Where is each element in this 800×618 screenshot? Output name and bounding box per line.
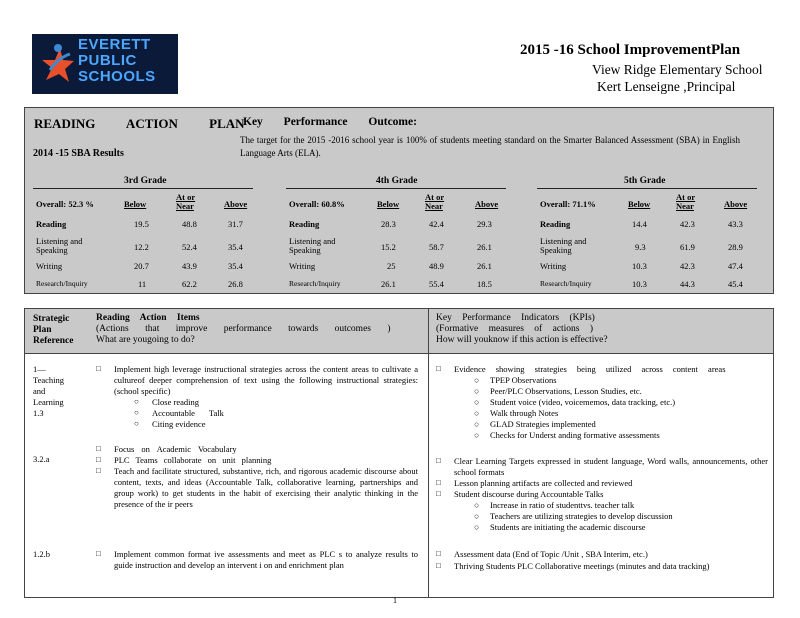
header-above: Above (475, 199, 499, 209)
table-row: Writing 20.7 43.9 35.4 (36, 261, 243, 271)
grade-5-title: 5th Grade (624, 176, 666, 186)
circle-bullet-icon: ○ (474, 430, 480, 440)
grade-3-table (36, 191, 256, 295)
bullet-icon: □ (96, 364, 101, 373)
overall-score: Overall: 71.1% (540, 199, 596, 209)
kpi-evidence-list: ○ TPEP Observations ○ Peer/PLC Observations, Lesson Studies, etc. ○ Student voice (video, voicememos, data tracking, etc.) ○ Walk through Notes ○ GLAD Strategies implemented ○ Checks for Underst anding formative assessments (474, 375, 676, 440)
kpi-assessment-data: Assessment data (End of Topic /Unit , SBA Interim, etc.) (454, 549, 648, 559)
header-at-or-near: At or Near (425, 192, 445, 211)
bullet-icon: □ (96, 549, 101, 558)
kpi-evidence: Evidence showing strategies being utilized across content areas (454, 364, 726, 374)
principal-name: Kert Lenseigne ,Principal (597, 79, 736, 94)
col-kpi-header: Key Performance Indicators (KPIs) (Formative measures of actions ) How will youknow if this action is effective? (436, 313, 608, 345)
district-logo (32, 34, 178, 94)
bullet-icon: □ (436, 364, 441, 373)
kpo-title: Key Performance Outcome: (243, 116, 417, 128)
circle-bullet-icon: ○ (474, 375, 480, 385)
circle-bullet-icon: ○ (474, 500, 480, 510)
grade-3-title: 3rd Grade (124, 176, 167, 186)
header-at-or-near: At or Near (176, 192, 196, 211)
kpi-lesson-planning: Lesson planning artifacts are collected and reviewed (454, 478, 633, 488)
page-number: 1 (393, 596, 397, 605)
logo-line-2: PUBLIC (78, 52, 137, 69)
grade-5-table (540, 191, 760, 295)
header-below: Below (628, 199, 651, 209)
table-row: Research/Inquiry 11 62.2 26.8 (36, 279, 243, 289)
table-row: Research/Inquiry 10.3 44.3 45.4 (540, 279, 743, 289)
circle-bullet-icon: ○ (474, 408, 480, 418)
bullet-icon: □ (96, 455, 101, 464)
kpi-discourse-list: ○ Increase in ratio of studenttvs. teacher talk ○ Teachers are utilizing strategies to develop discussion ○ Students are initiating the academic discourse (474, 500, 673, 532)
circle-bullet-icon: ○ (474, 419, 480, 429)
kpi-student-discourse: Student discourse during Accountable Talks (454, 489, 604, 499)
bullet-icon: □ (436, 561, 441, 570)
logo-line-3: SCHOOLS (78, 68, 156, 85)
table-row: Reading 14.4 42.3 43.3 (540, 219, 743, 229)
overall-score: Overall: 60.8% (289, 199, 345, 209)
sub-action-item: Citing evidence (152, 419, 206, 429)
plan-title: 2015 -16 School ImprovementPlan (520, 42, 741, 58)
strategic-ref-2: 3.2.a (33, 454, 50, 464)
bullet-icon: □ (96, 444, 101, 453)
sub-action-item: Accountable Talk (152, 408, 224, 418)
action-item-discourse: Teach and facilitate structured, substantive, rich, and rigorous academic discourse about content, texts, and ideas (Accountable Talk, collaborative learning, partnerships and group work) to get students in the habit of exercising their analytic thinking in the presence of the ir peers (114, 466, 418, 509)
header-at-or-near: At or Near (676, 192, 696, 211)
table-row: Listening and Speaking 15.2 58.7 26.1 (289, 236, 492, 255)
table-row: Listening and Speaking 12.2 52.4 35.4 (36, 236, 243, 255)
col-strategic-plan-header: Strategic Plan Reference (33, 314, 74, 346)
bullet-icon: □ (436, 478, 441, 487)
circle-bullet-icon: ○ (474, 511, 480, 521)
overall-score: Overall: 52.3 % (36, 199, 94, 209)
action-item-vocabulary: Focus on Academic Vocabulary (114, 444, 237, 454)
circle-bullet-icon: ○ (474, 386, 480, 396)
bullet-icon: □ (436, 456, 441, 465)
star-figure-icon (36, 40, 78, 90)
header-above: Above (224, 199, 248, 209)
grade-4-title: 4th Grade (376, 176, 418, 186)
circle-bullet-icon: ○ (134, 419, 139, 428)
kpi-thriving-students: Thriving Students PLC Collaborative meetings (minutes and data tracking) (454, 561, 710, 571)
table-row: Reading 28.3 42.4 29.3 (289, 219, 492, 229)
kpi-learning-targets: Clear Learning Targets expressed in student language, Word walls, announcements, other school formats (454, 456, 768, 477)
circle-bullet-icon: ○ (474, 522, 480, 532)
table-row: Writing 10.3 42.3 47.4 (540, 261, 743, 271)
action-item-assessments: Implement common format ive assessments and meet as PLC s to analyze results to guide instruction and develop an intervent i on and enrichment plan (114, 549, 418, 570)
table-row: Listening and Speaking 9.3 61.9 28.9 (540, 236, 743, 255)
strategic-ref-3: 1.2.b (33, 549, 50, 559)
circle-bullet-icon: ○ (134, 408, 139, 417)
grade-4-table (289, 191, 509, 295)
table-row: Research/Inquiry 26.1 55.4 18.5 (289, 279, 492, 289)
col-reading-actions-header: Reading Action Items (Actions that improve performance towards outcomes ) What are yougoing to do? (96, 313, 391, 345)
header-below: Below (377, 199, 400, 209)
action-item-plc: PLC Teams collaborate on unit planning (114, 455, 272, 465)
strategic-ref-1: 1— Teaching and Learning 1.3 (33, 364, 65, 418)
header-divider (25, 353, 773, 354)
circle-bullet-icon: ○ (134, 397, 139, 406)
table-row: Writing 25 48.9 26.1 (289, 261, 492, 271)
header-below: Below (124, 199, 147, 209)
school-name: View Ridge Elementary School (592, 62, 763, 77)
kpo-description: The target for the 2015 -2016 school year is 100% of students meeting standard on the Smarter Balanced Assessment (SBA) in English Language Arts (ELA). (240, 135, 740, 158)
logo-line-1: EVERETT (78, 36, 151, 53)
bullet-icon: □ (96, 466, 101, 475)
circle-bullet-icon: ○ (474, 397, 480, 407)
bullet-icon: □ (436, 489, 441, 498)
sub-action-item: Close reading (152, 397, 199, 407)
reading-plan-title: READING ACTION PLAN (34, 116, 245, 131)
header-above: Above (724, 199, 748, 209)
bullet-icon: □ (436, 549, 441, 558)
table-row: Reading 19.5 48.8 31.7 (36, 219, 243, 229)
sba-results-label: 2014 -15 SBA Results (33, 148, 124, 159)
action-item-strategies: Implement high leverage instructional strategies across the content areas to cultivate a cultureof deeper comprehension of text using the following instructional strategies: (school specific) (114, 364, 418, 396)
